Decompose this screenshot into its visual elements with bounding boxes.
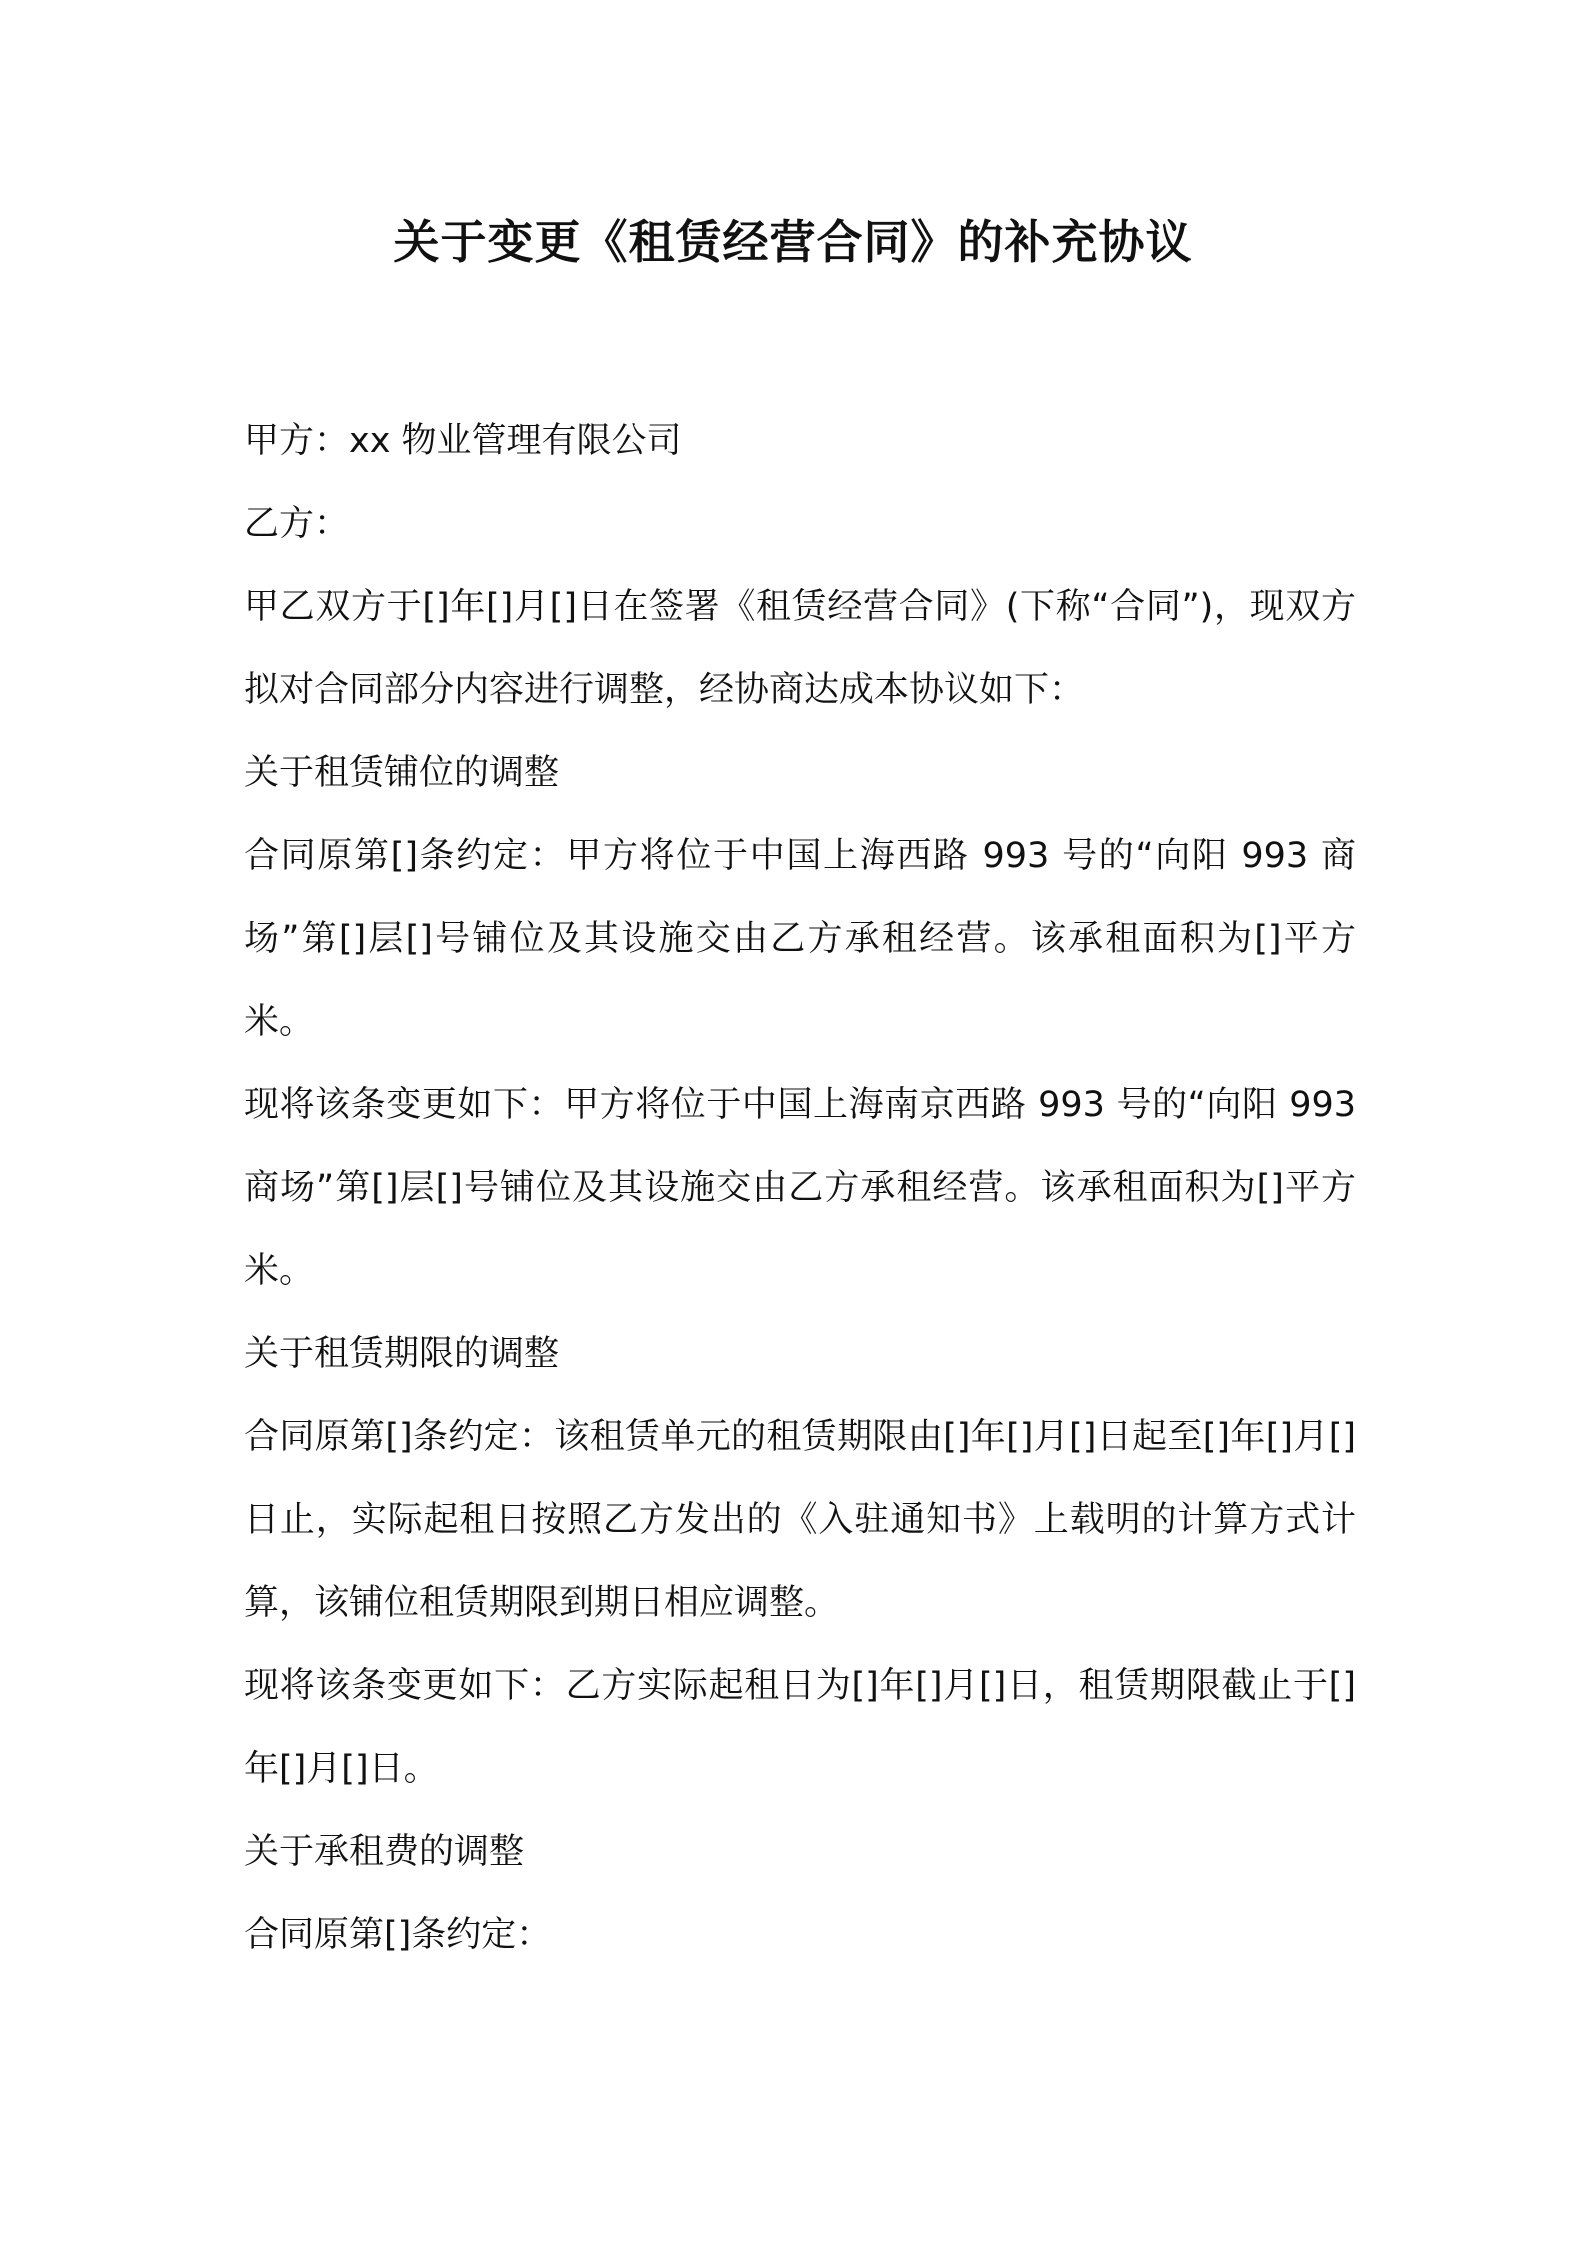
document-title: 关于变更《租赁经营合同》的补充协议	[393, 215, 1193, 269]
intro-paragraph: 甲乙双方于[]年[]月[]日在签署《租赁经营合同》(下称“合同”)，现双方拟对合同部分内容进行调整，经协商达成本协议如下：	[244, 587, 1356, 710]
section-heading-shop-unit: 关于租赁铺位的调整	[244, 753, 560, 793]
section-heading-lease-term: 关于租赁期限的调整	[244, 1334, 560, 1374]
party-b-line: 乙方：	[244, 504, 350, 544]
original-clause-lease-term: 合同原第[]条约定：该租赁单元的租赁期限由[]年[]月[]日起至[]年[]月[]日止，实际起租日按照乙方发出的《入驻通知书》上载明的计算方式计算，该铺位租赁期限到期日相应调整。	[244, 1417, 1356, 1623]
original-clause-shop-unit: 合同原第[]条约定：甲方将位于中国上海西路 993 号的“向阳 993 商场”第[]层[]号铺位及其设施交由乙方承租经营。该承租面积为[]平方米。	[244, 836, 1356, 1042]
amended-clause-lease-term: 现将该条变更如下：乙方实际起租日为[]年[]月[]日，租赁期限截止于[]年[]月[]日。	[244, 1666, 1356, 1789]
original-clause-rent: 合同原第[]条约定：	[244, 1915, 552, 1955]
section-heading-rent: 关于承租费的调整	[244, 1832, 525, 1872]
amended-clause-shop-unit: 现将该条变更如下：甲方将位于中国上海南京西路 993 号的“向阳 993 商场”第[]层[]号铺位及其设施交由乙方承租经营。该承租面积为[]平方米。	[244, 1085, 1356, 1291]
document-body	[244, 400, 1356, 1977]
party-a-line: 甲方：xx 物业管理有限公司	[244, 421, 682, 461]
